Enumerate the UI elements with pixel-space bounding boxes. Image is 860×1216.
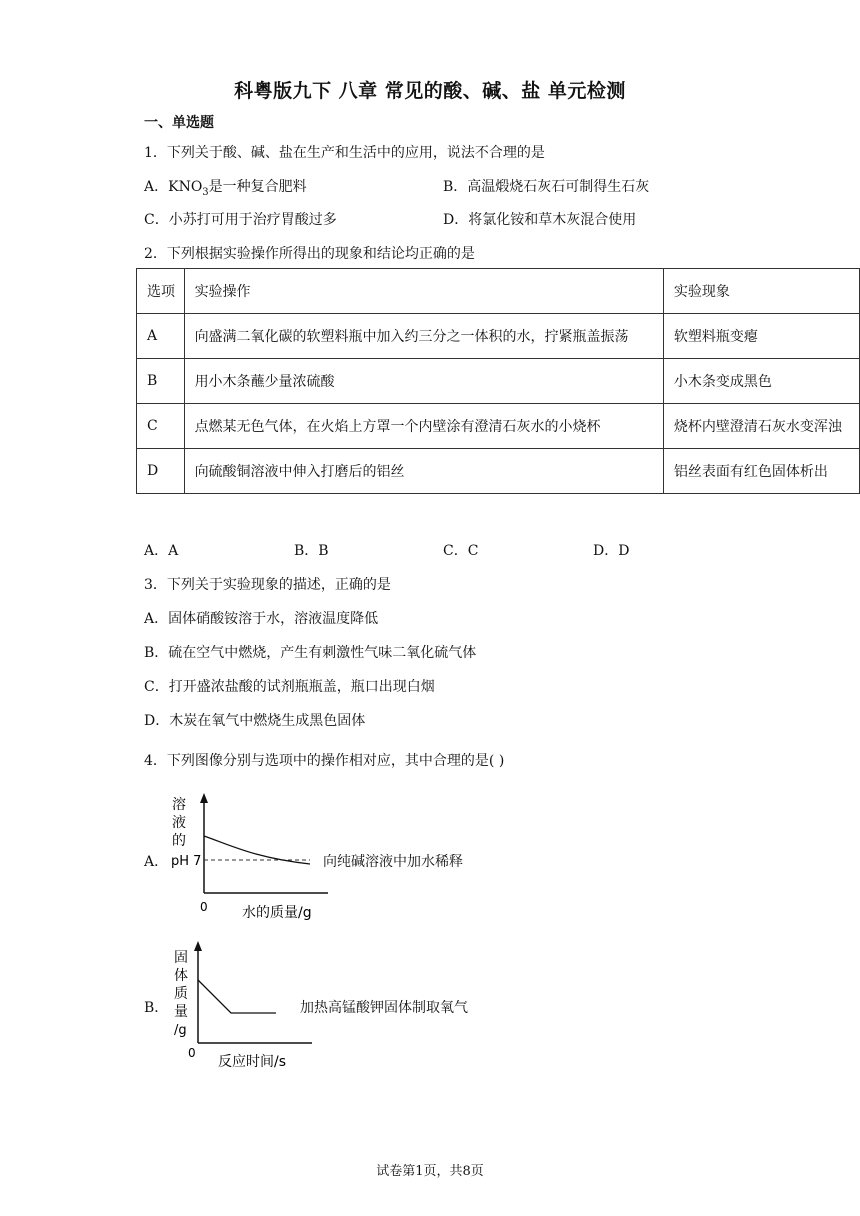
table-cell: B bbox=[137, 359, 185, 404]
graph-b-description: 加热高锰酸钾固体制取氧气 bbox=[300, 1000, 468, 1016]
experiment-table bbox=[136, 268, 860, 494]
graph-b-origin: 0 bbox=[188, 1046, 196, 1060]
header-operation: 实验操作 bbox=[184, 269, 663, 314]
table-cell: 点燃某无色气体，在火焰上方罩一个内壁涂有澄清石灰水的小烧杯 bbox=[184, 404, 663, 449]
graph-a-xlabel: 水的质量/g bbox=[242, 905, 312, 921]
table-cell: 小木条变成黑色 bbox=[663, 359, 859, 404]
page-footer: 试卷第1页，共8页 bbox=[376, 1164, 484, 1179]
question-2-option-a: A．A bbox=[144, 543, 179, 559]
graph-b-line bbox=[198, 980, 276, 1013]
question-1-option-c: C．小苏打可用于治疗胃酸过多 bbox=[144, 212, 337, 228]
graph-b-ylabel-2: 体 bbox=[174, 968, 188, 984]
table-cell: 用小木条蘸少量浓硫酸 bbox=[184, 359, 663, 404]
graph-b-xlabel: 反应时间/s bbox=[218, 1054, 287, 1070]
question-1-option-a bbox=[144, 176, 307, 198]
graph-a-ytick-ph7: pH 7 bbox=[171, 854, 202, 869]
graph-a-ylabel-1: 溶 bbox=[172, 797, 186, 813]
question-3-stem: 3．下列关于实验现象的描述，正确的是 bbox=[144, 577, 391, 593]
table-cell: 烧杯内壁澄清石灰水变浑浊 bbox=[663, 404, 859, 449]
graph-a-origin: 0 bbox=[200, 900, 208, 914]
question-4-stem: 4．下列图像分别与选项中的操作相对应，其中合理的是( ) bbox=[144, 753, 505, 769]
table-cell: 软塑料瓶变瘪 bbox=[663, 314, 859, 359]
table-row bbox=[137, 314, 860, 359]
question-4-option-a-label: A． bbox=[144, 854, 169, 870]
table-cell: 向硫酸铜溶液中伸入打磨后的铝丝 bbox=[184, 449, 663, 494]
graph-a-ph-chart bbox=[160, 790, 340, 925]
question-3-option-c: C．打开盛浓盐酸的试剂瓶瓶盖，瓶口出现白烟 bbox=[144, 679, 435, 695]
table-row bbox=[137, 449, 860, 494]
question-2-option-b: B．B bbox=[294, 543, 329, 559]
table-cell: 向盛满二氧化碳的软塑料瓶中加入约三分之一体积的水，拧紧瓶盖振荡 bbox=[184, 314, 663, 359]
header-option: 选项 bbox=[137, 269, 185, 314]
table-cell: A bbox=[137, 314, 185, 359]
question-4-option-b-label: B． bbox=[144, 1000, 169, 1016]
table-cell: 铝丝表面有红色固体析出 bbox=[663, 449, 859, 494]
graph-b-ylabel-5: /g bbox=[174, 1023, 187, 1038]
graph-b-ylabel-4: 量 bbox=[174, 1004, 188, 1020]
question-2-option-d: D．D bbox=[593, 543, 630, 559]
graph-a-ylabel-3: 的 bbox=[172, 833, 186, 849]
table-header-row bbox=[137, 269, 860, 314]
graph-b-mass-chart bbox=[162, 935, 322, 1075]
graph-b-y-arrow bbox=[194, 941, 202, 951]
table-row bbox=[137, 359, 860, 404]
section-heading: 一、单选题 bbox=[144, 115, 214, 131]
question-3-option-b: B．硫在空气中燃烧，产生有刺激性气味二氧化硫气体 bbox=[144, 645, 477, 661]
question-2-stem: 2．下列根据实验操作所得出的现象和结论均正确的是 bbox=[144, 246, 475, 262]
graph-b-ylabel-3: 质 bbox=[174, 986, 188, 1002]
question-1-option-d: D．将氯化铵和草木灰混合使用 bbox=[443, 212, 637, 228]
header-phenomenon: 实验现象 bbox=[663, 269, 859, 314]
table-cell: C bbox=[137, 404, 185, 449]
question-3-option-a: A．固体硝酸铵溶于水，溶液温度降低 bbox=[144, 611, 379, 627]
page-title: 科粤版九下 八章 常见的酸、碱、盐 单元检测 bbox=[234, 80, 626, 102]
question-3-option-d: D．木炭在氧气中燃烧生成黑色固体 bbox=[144, 713, 366, 729]
question-1-stem: 1．下列关于酸、碱、盐在生产和生活中的应用，说法不合理的是 bbox=[144, 145, 545, 161]
option-a-text: A．KNO bbox=[144, 179, 203, 195]
table-row bbox=[137, 404, 860, 449]
table-cell: D bbox=[137, 449, 185, 494]
question-2-option-c: C．C bbox=[443, 543, 479, 559]
option-a-text-tail: 是一种复合肥料 bbox=[208, 179, 307, 195]
question-1-option-b: B．高温煅烧石灰石可制得生石灰 bbox=[443, 179, 650, 195]
graph-a-y-arrow bbox=[200, 793, 208, 803]
graph-a-description: 向纯碱溶液中加水稀释 bbox=[323, 854, 463, 870]
graph-a-ylabel-2: 液 bbox=[172, 815, 186, 831]
graph-b-ylabel-1: 固 bbox=[174, 950, 188, 966]
option-a-subscript: 3 bbox=[202, 186, 209, 198]
